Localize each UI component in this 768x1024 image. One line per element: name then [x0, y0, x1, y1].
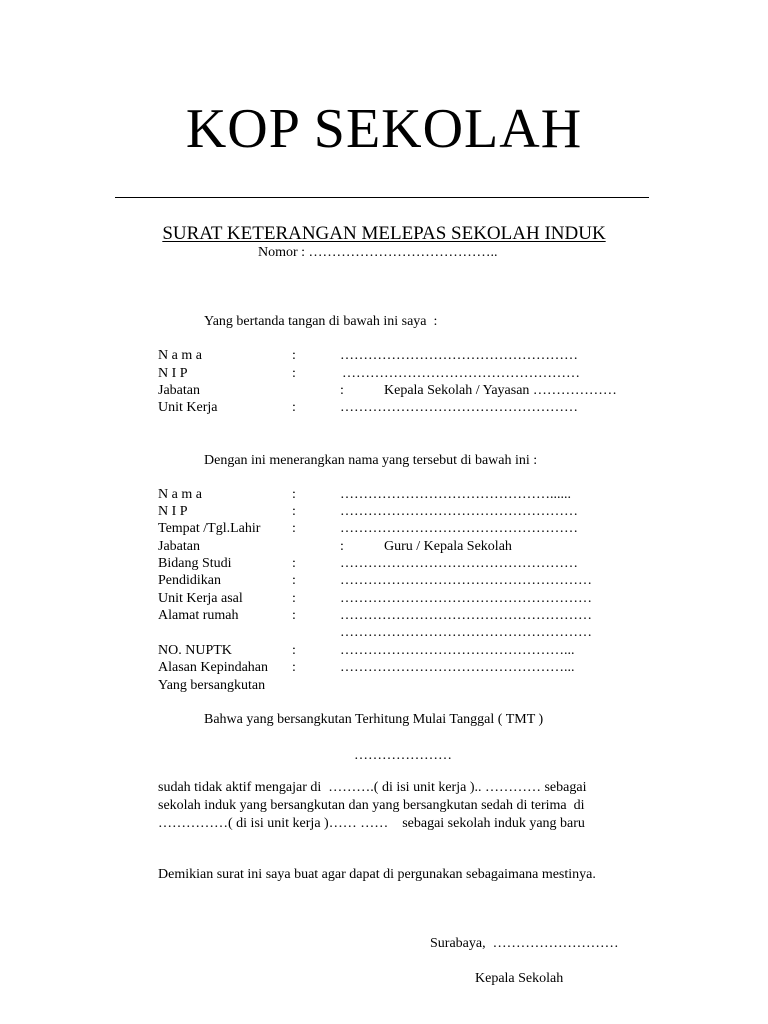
body-line-3: ……………( di isi unit kerja )…… …… sebagai sekolah induk yang baru [158, 816, 585, 831]
tmt-statement: Bahwa yang bersangkutan Terhitung Mulai Tanggal ( TMT ) [204, 712, 544, 727]
field-label: Pendidikan [158, 573, 221, 588]
field-label: Unit Kerja asal [158, 591, 243, 606]
field-colon: : [292, 643, 296, 658]
field-value: ……………………………………………… [340, 608, 592, 623]
field-value: …………………………………………… [340, 400, 578, 415]
field-value: …………………………………………... [340, 660, 575, 675]
field-value: …………………………………………... [340, 643, 575, 658]
field-value: ……………………………………………… [340, 591, 592, 606]
signature-role: Kepala Sekolah [475, 971, 564, 986]
letterhead-rule [115, 197, 649, 198]
field-colon: : [292, 504, 296, 519]
field-colon: : [292, 487, 296, 502]
field-value: …………………………………………… [340, 504, 578, 519]
field-colon: : [292, 400, 296, 415]
field-colon: : [292, 591, 296, 606]
intro-text: Yang bertanda tangan di bawah ini saya : [204, 314, 438, 329]
signature-place-date: Surabaya, ……………………… [430, 936, 619, 951]
field-label: Bidang Studi [158, 556, 232, 571]
closing-statement: Demikian surat ini saya buat agar dapat di pergunakan sebagaimana mestinya. [158, 867, 596, 882]
field-value: ………………………………………...... [340, 487, 571, 502]
field-label: N I P [158, 366, 188, 381]
field-label: N I P [158, 504, 188, 519]
field-colon: : [340, 383, 344, 398]
field-colon: : [292, 366, 296, 381]
field-value: Kepala Sekolah / Yayasan ……………… [384, 383, 617, 398]
field-label: Alamat rumah [158, 608, 239, 623]
field-colon: : [292, 348, 296, 363]
body-line-1: sudah tidak aktif mengajar di ……….( di isi unit kerja ).. ………… sebagai [158, 780, 587, 795]
field-colon: : [292, 521, 296, 536]
field-label: Jabatan [158, 539, 200, 554]
field-colon: : [340, 539, 344, 554]
field-value: Guru / Kepala Sekolah [384, 539, 512, 554]
field-colon: : [292, 573, 296, 588]
intro2-text: Dengan ini menerangkan nama yang tersebut di bawah ini : [204, 453, 538, 468]
field-label: N a m a [158, 487, 202, 502]
field-label: Yang bersangkutan [158, 678, 266, 693]
field-label: Tempat /Tgl.Lahir [158, 521, 261, 536]
field-value: …………………………………………… [340, 348, 578, 363]
field-value: ……………………………………………… [340, 573, 592, 588]
field-label: Jabatan [158, 383, 200, 398]
field-label: Alasan Kepindahan [158, 660, 269, 675]
letterhead-title: KOP SEKOLAH [185, 98, 583, 160]
field-colon: : [292, 660, 296, 675]
field-label: N a m a [158, 348, 202, 363]
document-title-text: SURAT KETERANGAN MELEPAS SEKOLAH INDUK [162, 223, 606, 244]
field-value: …………………………………………… [340, 556, 578, 571]
field-value: …………………………………………… [342, 366, 580, 381]
tmt-date-blank: ………………… [354, 748, 452, 763]
field-label: NO. NUPTK [158, 643, 232, 658]
field-colon: : [292, 608, 296, 623]
field-colon: : [292, 556, 296, 571]
body-line-2: sekolah induk yang bersangkutan dan yang bersangkutan sedah di terima di [158, 798, 585, 813]
field-label: Unit Kerja [158, 400, 218, 415]
document-title [0, 224, 768, 243]
field-value: ……………………………………………… [340, 625, 592, 640]
field-value: …………………………………………… [340, 521, 578, 536]
document-number: Nomor : ………………………………….. [258, 245, 498, 260]
